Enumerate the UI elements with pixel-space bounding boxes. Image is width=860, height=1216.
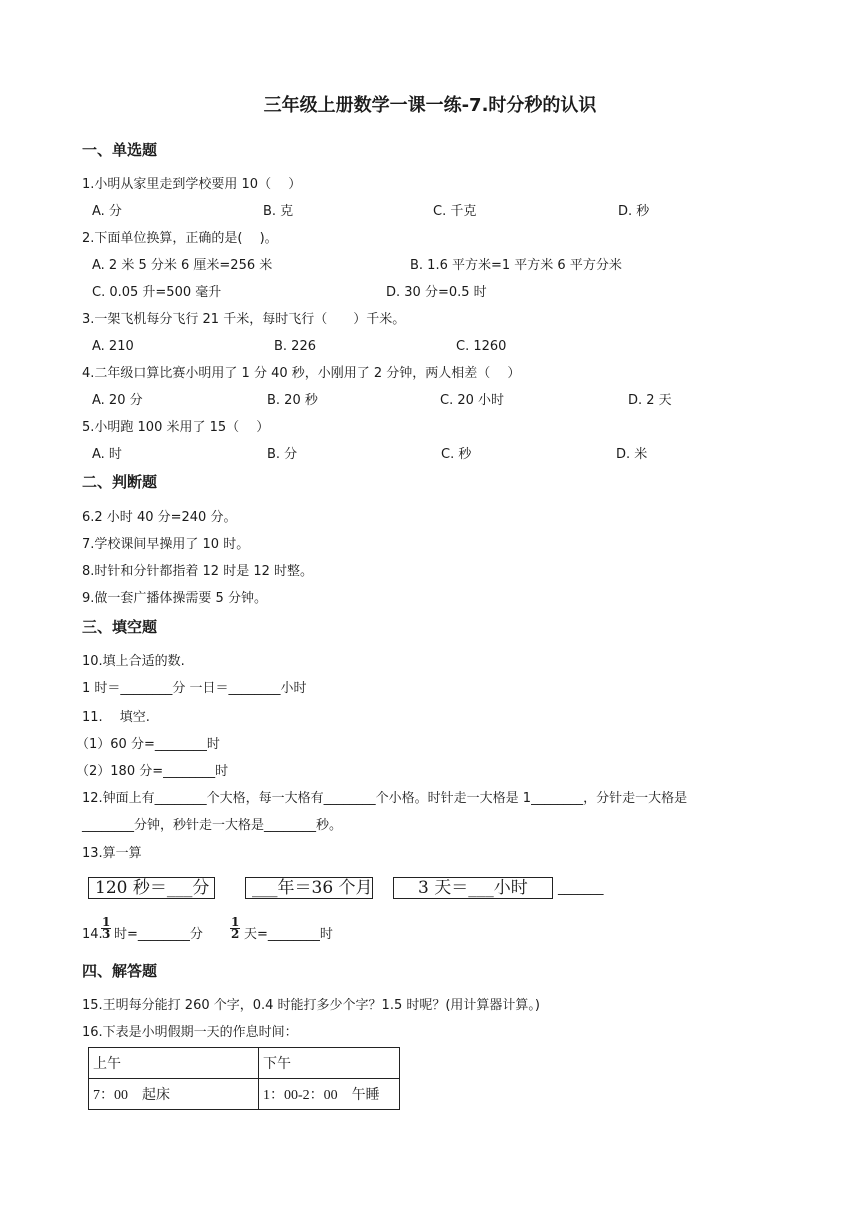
question-11-part-1: （1）60 分=________时 [76,737,220,752]
question-12-line-1: 12.钟面上有________个大格，每一大格有________个小格。时针走一大格是 1________，分针走一大格是 [82,791,688,806]
q13-box-years: ___年＝36 个月 [245,877,373,899]
table-cell-morning: 7：00 起床 [89,1079,259,1110]
fraction-numerator: 1 [102,915,111,929]
q2-option-c: C. 0.05 升=500 毫升 [92,285,222,300]
question-4: 4.二年级口算比赛小明用了 1 分 40 秒，小刚用了 2 分钟，两人相差（ ） [82,366,521,381]
q5-option-b: B. 分 [267,447,298,462]
question-11-part-2: （2）180 分=________时 [76,764,229,779]
table-cell-afternoon: 1：00-2：00 午睡 [259,1079,400,1110]
q13-box-seconds: 120 秒＝___分 [88,877,215,899]
question-10: 10.填上合适的数. [82,654,185,669]
q2-option-d: D. 30 分=0.5 时 [386,285,487,300]
section-heading-fill-blank: 三、填空题 [82,618,158,636]
q5-option-d: D. 米 [616,447,648,462]
q2-option-a: A. 2 米 5 分米 6 厘米=256 米 [92,258,273,273]
table-header-afternoon: 下午 [259,1048,400,1079]
q3-option-b: B. 226 [274,339,316,354]
question-11: 11. 填空. [82,710,150,725]
q5-option-a: A. 时 [92,447,122,462]
question-5: 5.小明跑 100 米用了 15（ ） [82,420,270,435]
question-14-part-2: 天=________时 [244,927,333,942]
q13-answer-blank: _______ [558,881,604,896]
question-15: 15.王明每分能打 260 个字，0.4 时能打多少个字？1.5 时呢？(用计算器计算。) [82,998,541,1013]
section-heading-true-false: 二、判断题 [82,473,158,491]
fraction-denominator: 2 [231,927,240,941]
q4-option-a: A. 20 分 [92,393,143,408]
question-7: 7.学校课间早操用了 10 时。 [82,537,250,552]
question-8: 8.时针和分针都指着 12 时是 12 时整。 [82,564,314,579]
fraction-denominator: 3 [102,927,111,941]
question-13: 13.算一算 [82,846,142,861]
q4-option-c: C. 20 小时 [440,393,505,408]
question-16: 16.下表是小明假期一天的作息时间： [82,1025,298,1040]
schedule-table [88,1047,400,1110]
question-1: 1.小明从家里走到学校要用 10（ ） [82,177,302,192]
section-heading-answer: 四、解答题 [82,962,158,980]
fraction-one-third [101,917,111,940]
question-14-number: 14. [82,927,103,942]
q4-option-d: D. 2 天 [628,393,672,408]
table-row [89,1079,400,1110]
question-14-part-1: 时=________分 [114,927,203,942]
fraction-one-half [230,917,240,940]
question-2: 2.下面单位换算，正确的是( )。 [82,231,278,246]
page-title: 三年级上册数学一课一练-7.时分秒的认识 [263,95,597,116]
q13-box-days: 3 天＝___小时 [393,877,553,899]
question-3: 3.一架飞机每分飞行 21 千米，每时飞行（ ）千米。 [82,312,406,327]
q1-option-c: C. 千克 [433,204,477,219]
question-6: 6.2 小时 40 分=240 分。 [82,510,237,525]
q3-option-c: C. 1260 [456,339,507,354]
question-12-line-2: ________分钟，秒针走一大格是________秒。 [82,818,343,833]
q1-option-b: B. 克 [263,204,294,219]
q1-option-a: A. 分 [92,204,122,219]
table-row [89,1048,400,1079]
question-10-line: 1 时＝________分 一日＝________小时 [82,681,307,696]
q1-option-d: D. 秒 [618,204,650,219]
q2-option-b: B. 1.6 平方米=1 平方米 6 平方分米 [410,258,622,273]
q3-option-a: A. 210 [92,339,134,354]
table-header-morning: 上午 [89,1048,259,1079]
question-9: 9.做一套广播体操需要 5 分钟。 [82,591,267,606]
fraction-numerator: 1 [231,915,240,929]
q5-option-c: C. 秒 [441,447,472,462]
q4-option-b: B. 20 秒 [267,393,318,408]
section-heading-single-choice: 一、单选题 [82,141,158,159]
